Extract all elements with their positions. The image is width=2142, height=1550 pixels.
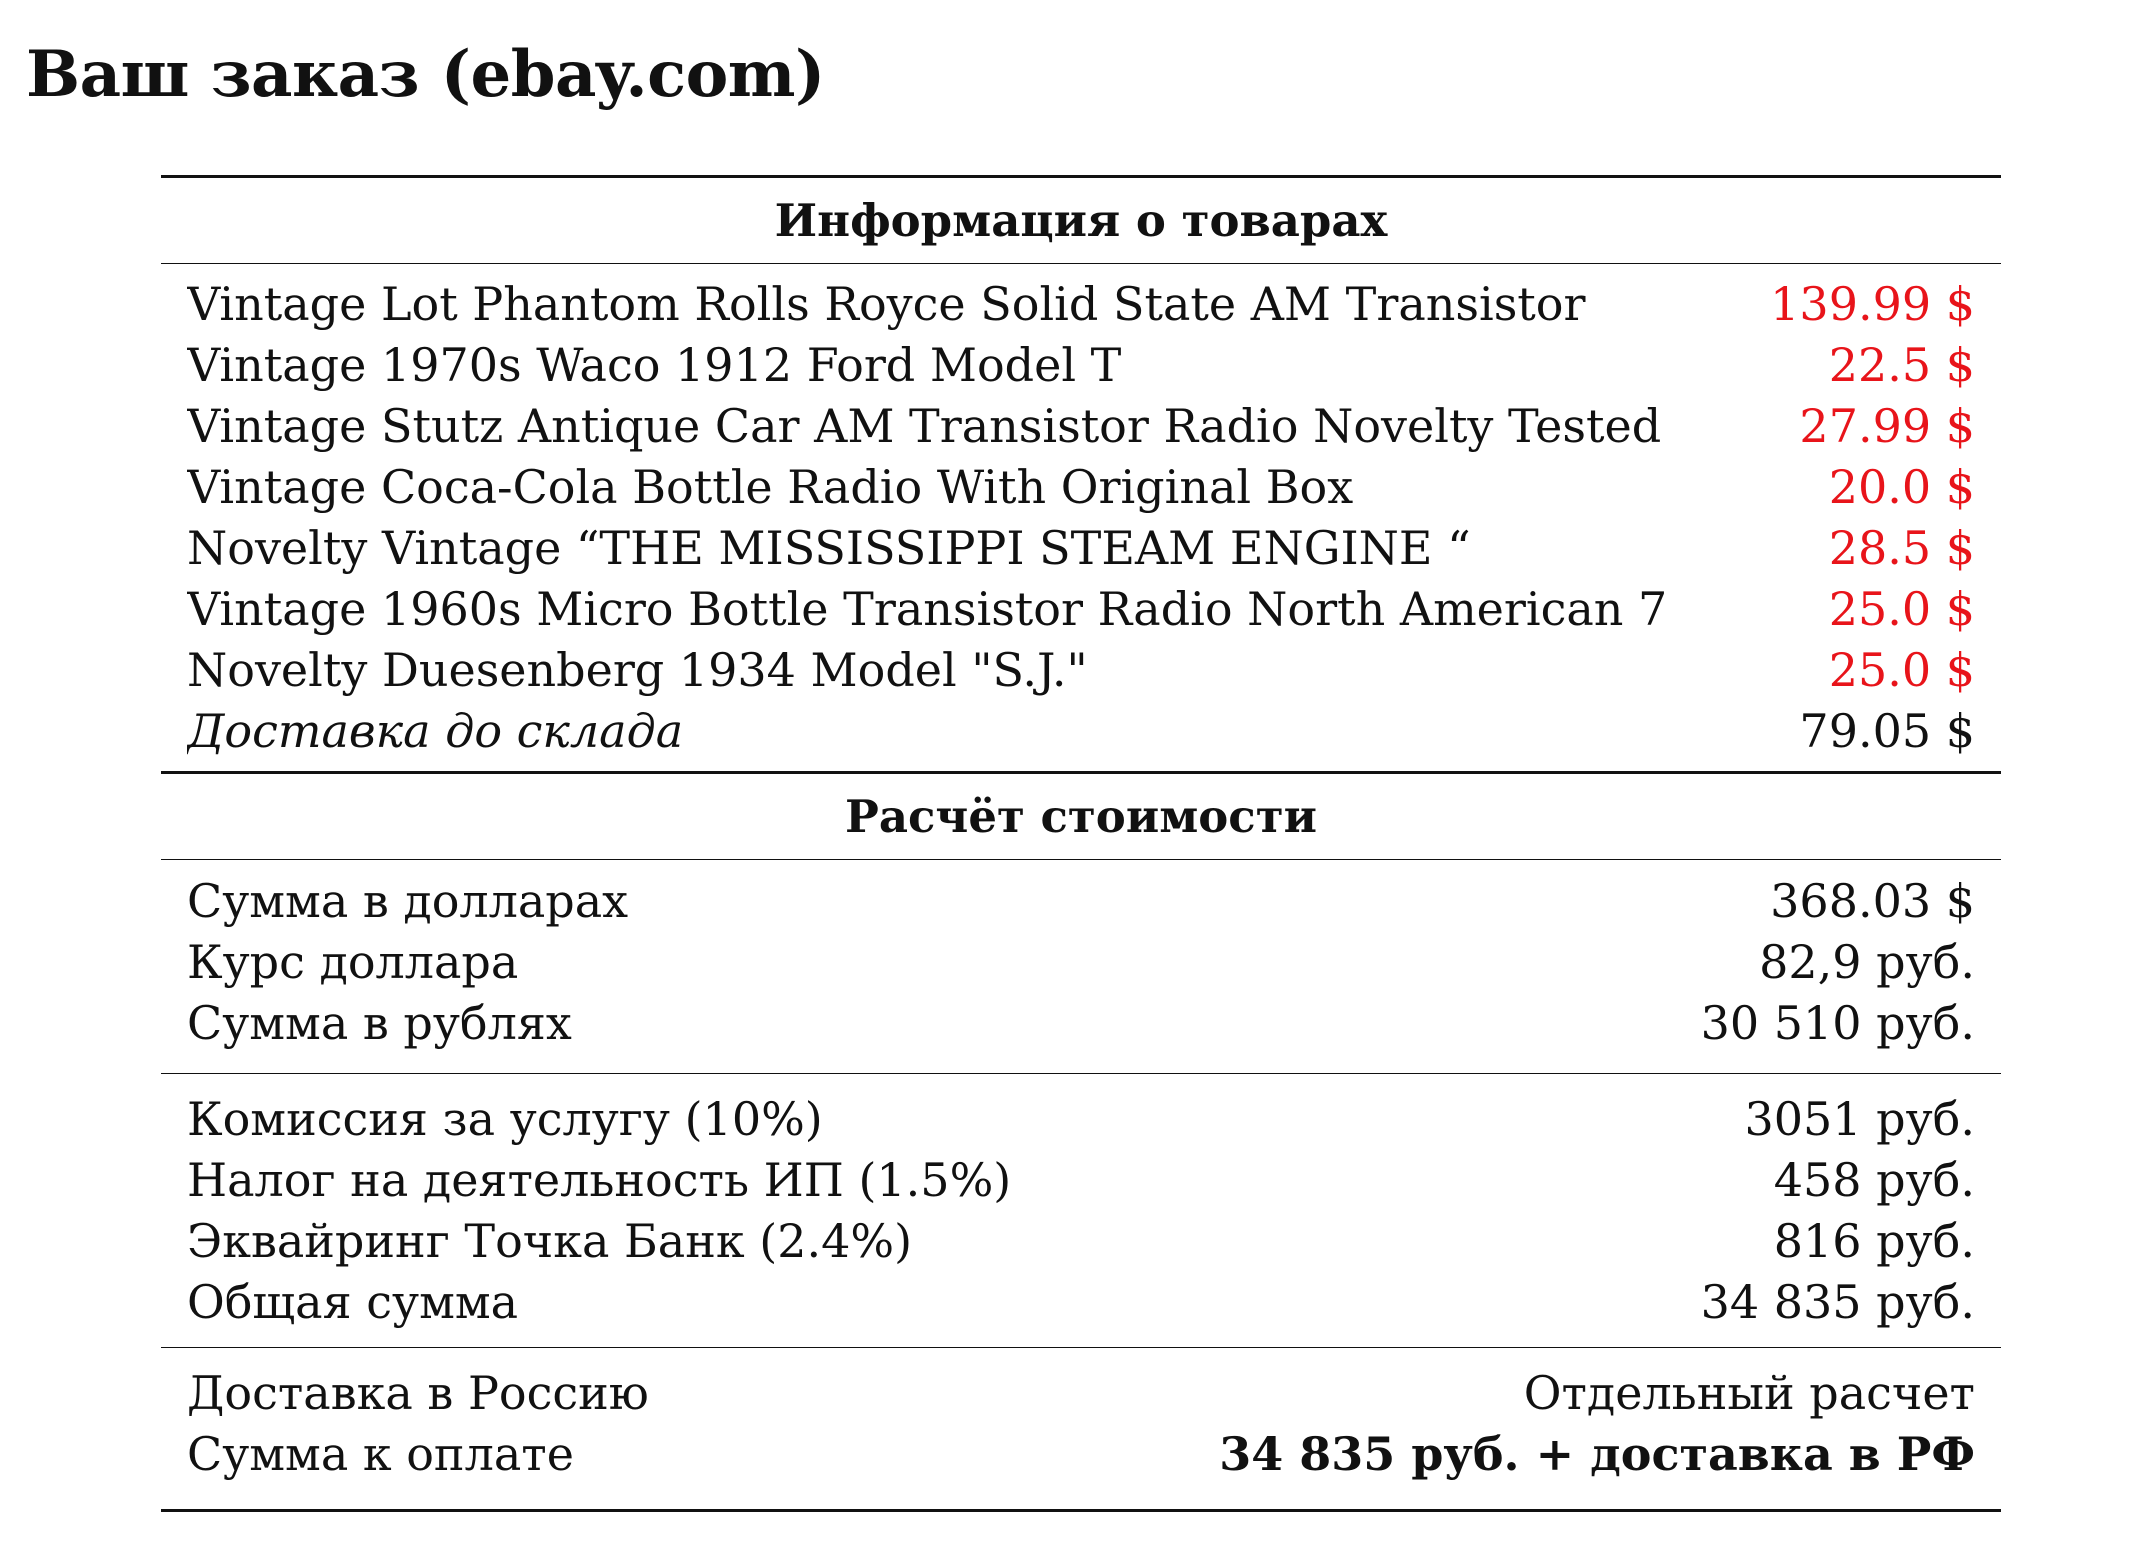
item-price: 25.0 $: [1828, 582, 1975, 636]
to-pay-value: 34 835 руб. + доставка в РФ: [1219, 1427, 1975, 1481]
item-row: [161, 274, 2001, 335]
usd-sum-row: [161, 871, 2001, 932]
item-row: [161, 640, 2001, 701]
items-section-title: Информация о товарах: [774, 194, 1388, 247]
item-row: [161, 335, 2001, 396]
rub-sum-label: Сумма в рублях: [187, 996, 572, 1050]
rub-sum-row: [161, 993, 2001, 1054]
item-price: 27.99 $: [1799, 399, 1975, 453]
warehouse-shipping-label: Доставка до склада: [187, 704, 684, 758]
item-row: [161, 579, 2001, 640]
usd-sum-label: Сумма в долларах: [187, 874, 629, 928]
item-name: Novelty Duesenberg 1934 Model "S.J.": [187, 643, 1088, 697]
page-title: Ваш заказ (ebay.com): [26, 37, 825, 112]
russia-shipping-row: [161, 1363, 2001, 1424]
order-table: [161, 175, 2001, 1512]
commission-label: Комиссия за услугу (10%): [187, 1092, 823, 1146]
commission-row: [161, 1089, 2001, 1150]
item-row: [161, 396, 2001, 457]
exchange-rate-label: Курс доллара: [187, 935, 519, 989]
tax-label: Налог на деятельность ИП (1.5%): [187, 1153, 1012, 1207]
acquiring-value: 816 руб.: [1773, 1214, 1975, 1268]
acquiring-row: [161, 1211, 2001, 1272]
item-price: 139.99 $: [1770, 277, 1975, 331]
exchange-rate-row: [161, 932, 2001, 993]
rub-sum-value: 30 510 руб.: [1700, 996, 1975, 1050]
conversion-block: [161, 860, 2001, 1073]
item-name: Vintage Stutz Antique Car AM Transistor Radio Novelty Tested: [187, 399, 1662, 453]
item-name: Vintage 1970s Waco 1912 Ford Model T: [187, 338, 1122, 392]
item-row: [161, 457, 2001, 518]
item-name: Vintage Lot Phantom Rolls Royce Solid State AM Transistor: [187, 277, 1586, 331]
warehouse-shipping-row: [161, 701, 2001, 762]
item-name: Vintage 1960s Micro Bottle Transistor Radio North American 7: [187, 582, 1668, 636]
warehouse-shipping-value: 79.05 $: [1799, 704, 1975, 758]
payment-block: [161, 1348, 2001, 1509]
to-pay-row: [161, 1424, 2001, 1485]
item-row: [161, 518, 2001, 579]
exchange-rate-value: 82,9 руб.: [1759, 935, 1975, 989]
calc-section-title: Расчёт стоимости: [845, 790, 1317, 843]
total-value: 34 835 руб.: [1700, 1275, 1975, 1329]
total-label: Общая сумма: [187, 1275, 519, 1329]
item-price: 25.0 $: [1828, 643, 1975, 697]
item-name: Vintage Coca-Cola Bottle Radio With Original Box: [187, 460, 1354, 514]
usd-sum-value: 368.03 $: [1770, 874, 1975, 928]
tax-value: 458 руб.: [1773, 1153, 1975, 1207]
total-row: [161, 1272, 2001, 1333]
russia-shipping-label: Доставка в Россию: [187, 1366, 649, 1420]
items-list: [161, 264, 2001, 771]
fees-block: [161, 1074, 2001, 1347]
item-name: Novelty Vintage “THE MISSISSIPPI STEAM ENGINE “: [187, 521, 1471, 575]
acquiring-label: Эквайринг Точка Банк (2.4%): [187, 1214, 913, 1268]
item-price: 20.0 $: [1828, 460, 1975, 514]
russia-shipping-value: Отдельный расчет: [1523, 1366, 1975, 1420]
commission-value: 3051 руб.: [1744, 1092, 1975, 1146]
item-price: 22.5 $: [1828, 338, 1975, 392]
tax-row: [161, 1150, 2001, 1211]
table-bottom-rule: [161, 1509, 2001, 1512]
item-price: 28.5 $: [1828, 521, 1975, 575]
to-pay-label: Сумма к оплате: [187, 1427, 574, 1481]
